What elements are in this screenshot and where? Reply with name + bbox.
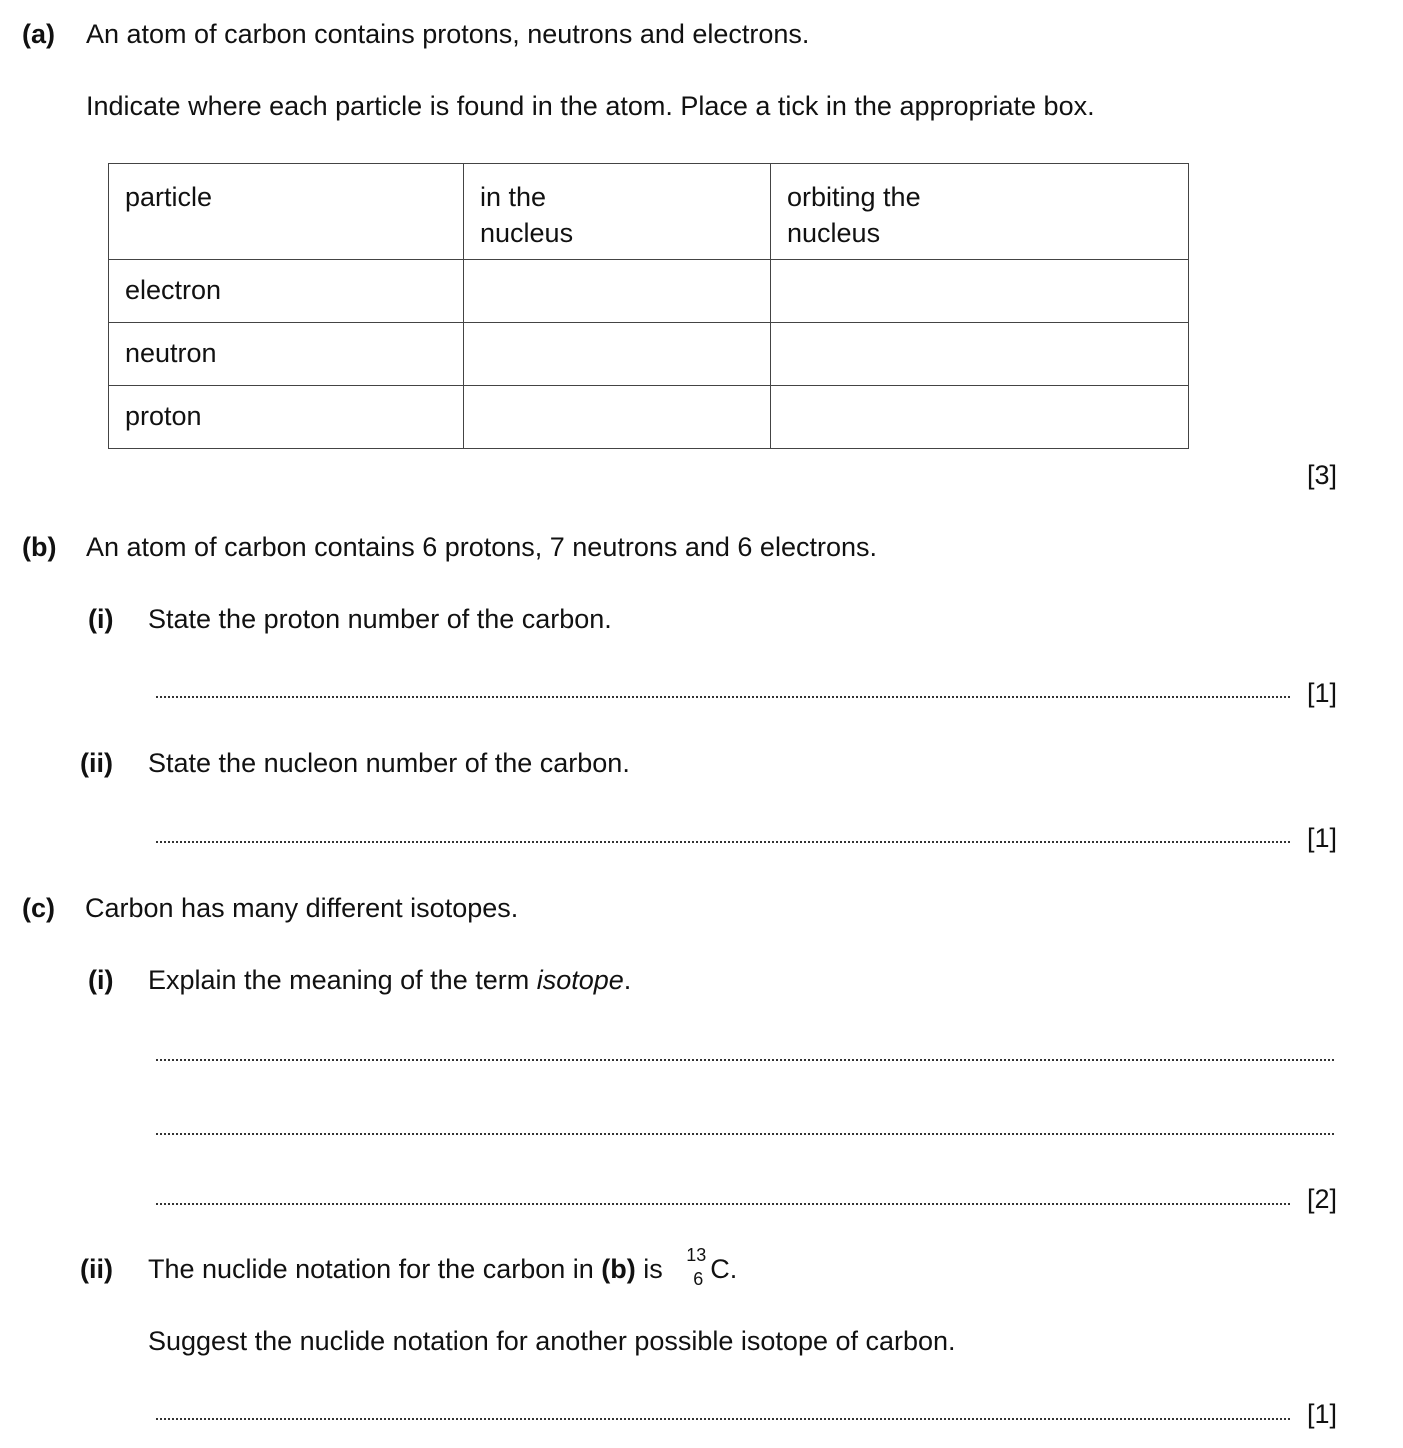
part-a-instruction: Indicate where each particle is found in the atom. Place a tick in the appropriate box. [86, 91, 1095, 121]
row-electron-label: electron [109, 260, 464, 323]
answer-line-c-i-1[interactable] [156, 1059, 1334, 1061]
header-in-nucleus-line1: in the [480, 182, 547, 212]
header-orbiting-line2: nucleus [787, 218, 881, 248]
header-in-nucleus [464, 164, 771, 260]
part-b-label: (b) [22, 532, 57, 562]
answer-line-c-i-3[interactable] [156, 1203, 1290, 1205]
element-symbol: C [710, 1254, 730, 1284]
term-isotope: isotope [536, 965, 624, 995]
table-header-row [109, 164, 1189, 260]
tick-box-proton-nucleus[interactable] [464, 386, 771, 449]
part-b-i-text: State the proton number of the carbon. [148, 604, 612, 634]
atomic-number: 6 [693, 1269, 704, 1289]
header-particle-text: particle [125, 182, 213, 212]
part-c-ii-text [148, 1245, 738, 1289]
answer-line-b-ii[interactable] [156, 841, 1290, 843]
part-c-ii-label: (ii) [80, 1254, 113, 1284]
part-c-ii-marks: [1] [1306, 1399, 1337, 1429]
part-b-i-marks: [1] [1306, 678, 1337, 708]
nuclide-notation [684, 1245, 710, 1289]
header-orbiting-line1: orbiting the [787, 182, 921, 212]
part-c-i-text [148, 967, 631, 994]
part-c-label: (c) [22, 893, 55, 923]
header-in-nucleus-line2: nucleus [480, 218, 574, 248]
part-c-i-marks: [2] [1306, 1184, 1337, 1214]
mass-number: 13 [686, 1245, 707, 1265]
header-orbiting [771, 164, 1189, 260]
tick-box-electron-orbiting[interactable] [771, 260, 1189, 323]
particle-table [108, 163, 1189, 449]
part-c-i-text-before: Explain the meaning of the term [148, 965, 537, 995]
part-b-i-label: (i) [88, 604, 114, 634]
part-c-ii-text-before: The nuclide notation for the carbon in [148, 1254, 602, 1284]
answer-line-c-i-2[interactable] [156, 1133, 1334, 1135]
tick-box-electron-nucleus[interactable] [464, 260, 771, 323]
ref-part-b: (b) [601, 1254, 636, 1284]
part-b-stem: An atom of carbon contains 6 protons, 7 neutrons and 6 electrons. [86, 532, 877, 562]
tick-box-neutron-orbiting[interactable] [771, 323, 1189, 386]
part-b-ii-label: (ii) [80, 748, 113, 778]
part-b-ii-text: State the nucleon number of the carbon. [148, 748, 630, 778]
part-c-ii-text-mid: is [635, 1254, 671, 1284]
table-row-electron [109, 260, 1189, 323]
part-c-ii-text-after: . [729, 1254, 738, 1284]
part-a-stem: An atom of carbon contains protons, neutrons and electrons. [86, 19, 810, 49]
table-row-proton [109, 386, 1189, 449]
row-proton-label: proton [109, 386, 464, 449]
part-c-ii-instruction: Suggest the nuclide notation for another possible isotope of carbon. [148, 1326, 956, 1356]
part-c-stem: Carbon has many different isotopes. [85, 893, 519, 923]
part-c-i-text-after: . [623, 965, 632, 995]
header-particle [109, 164, 464, 260]
tick-box-proton-orbiting[interactable] [771, 386, 1189, 449]
table-row-neutron [109, 323, 1189, 386]
part-b-ii-marks: [1] [1306, 823, 1337, 853]
answer-line-c-ii[interactable] [156, 1418, 1290, 1420]
part-a-marks: [3] [1306, 460, 1337, 490]
part-a-label: (a) [22, 19, 55, 49]
part-c-i-label: (i) [88, 965, 114, 995]
row-neutron-label: neutron [109, 323, 464, 386]
answer-line-b-i[interactable] [156, 696, 1290, 698]
tick-box-neutron-nucleus[interactable] [464, 323, 771, 386]
